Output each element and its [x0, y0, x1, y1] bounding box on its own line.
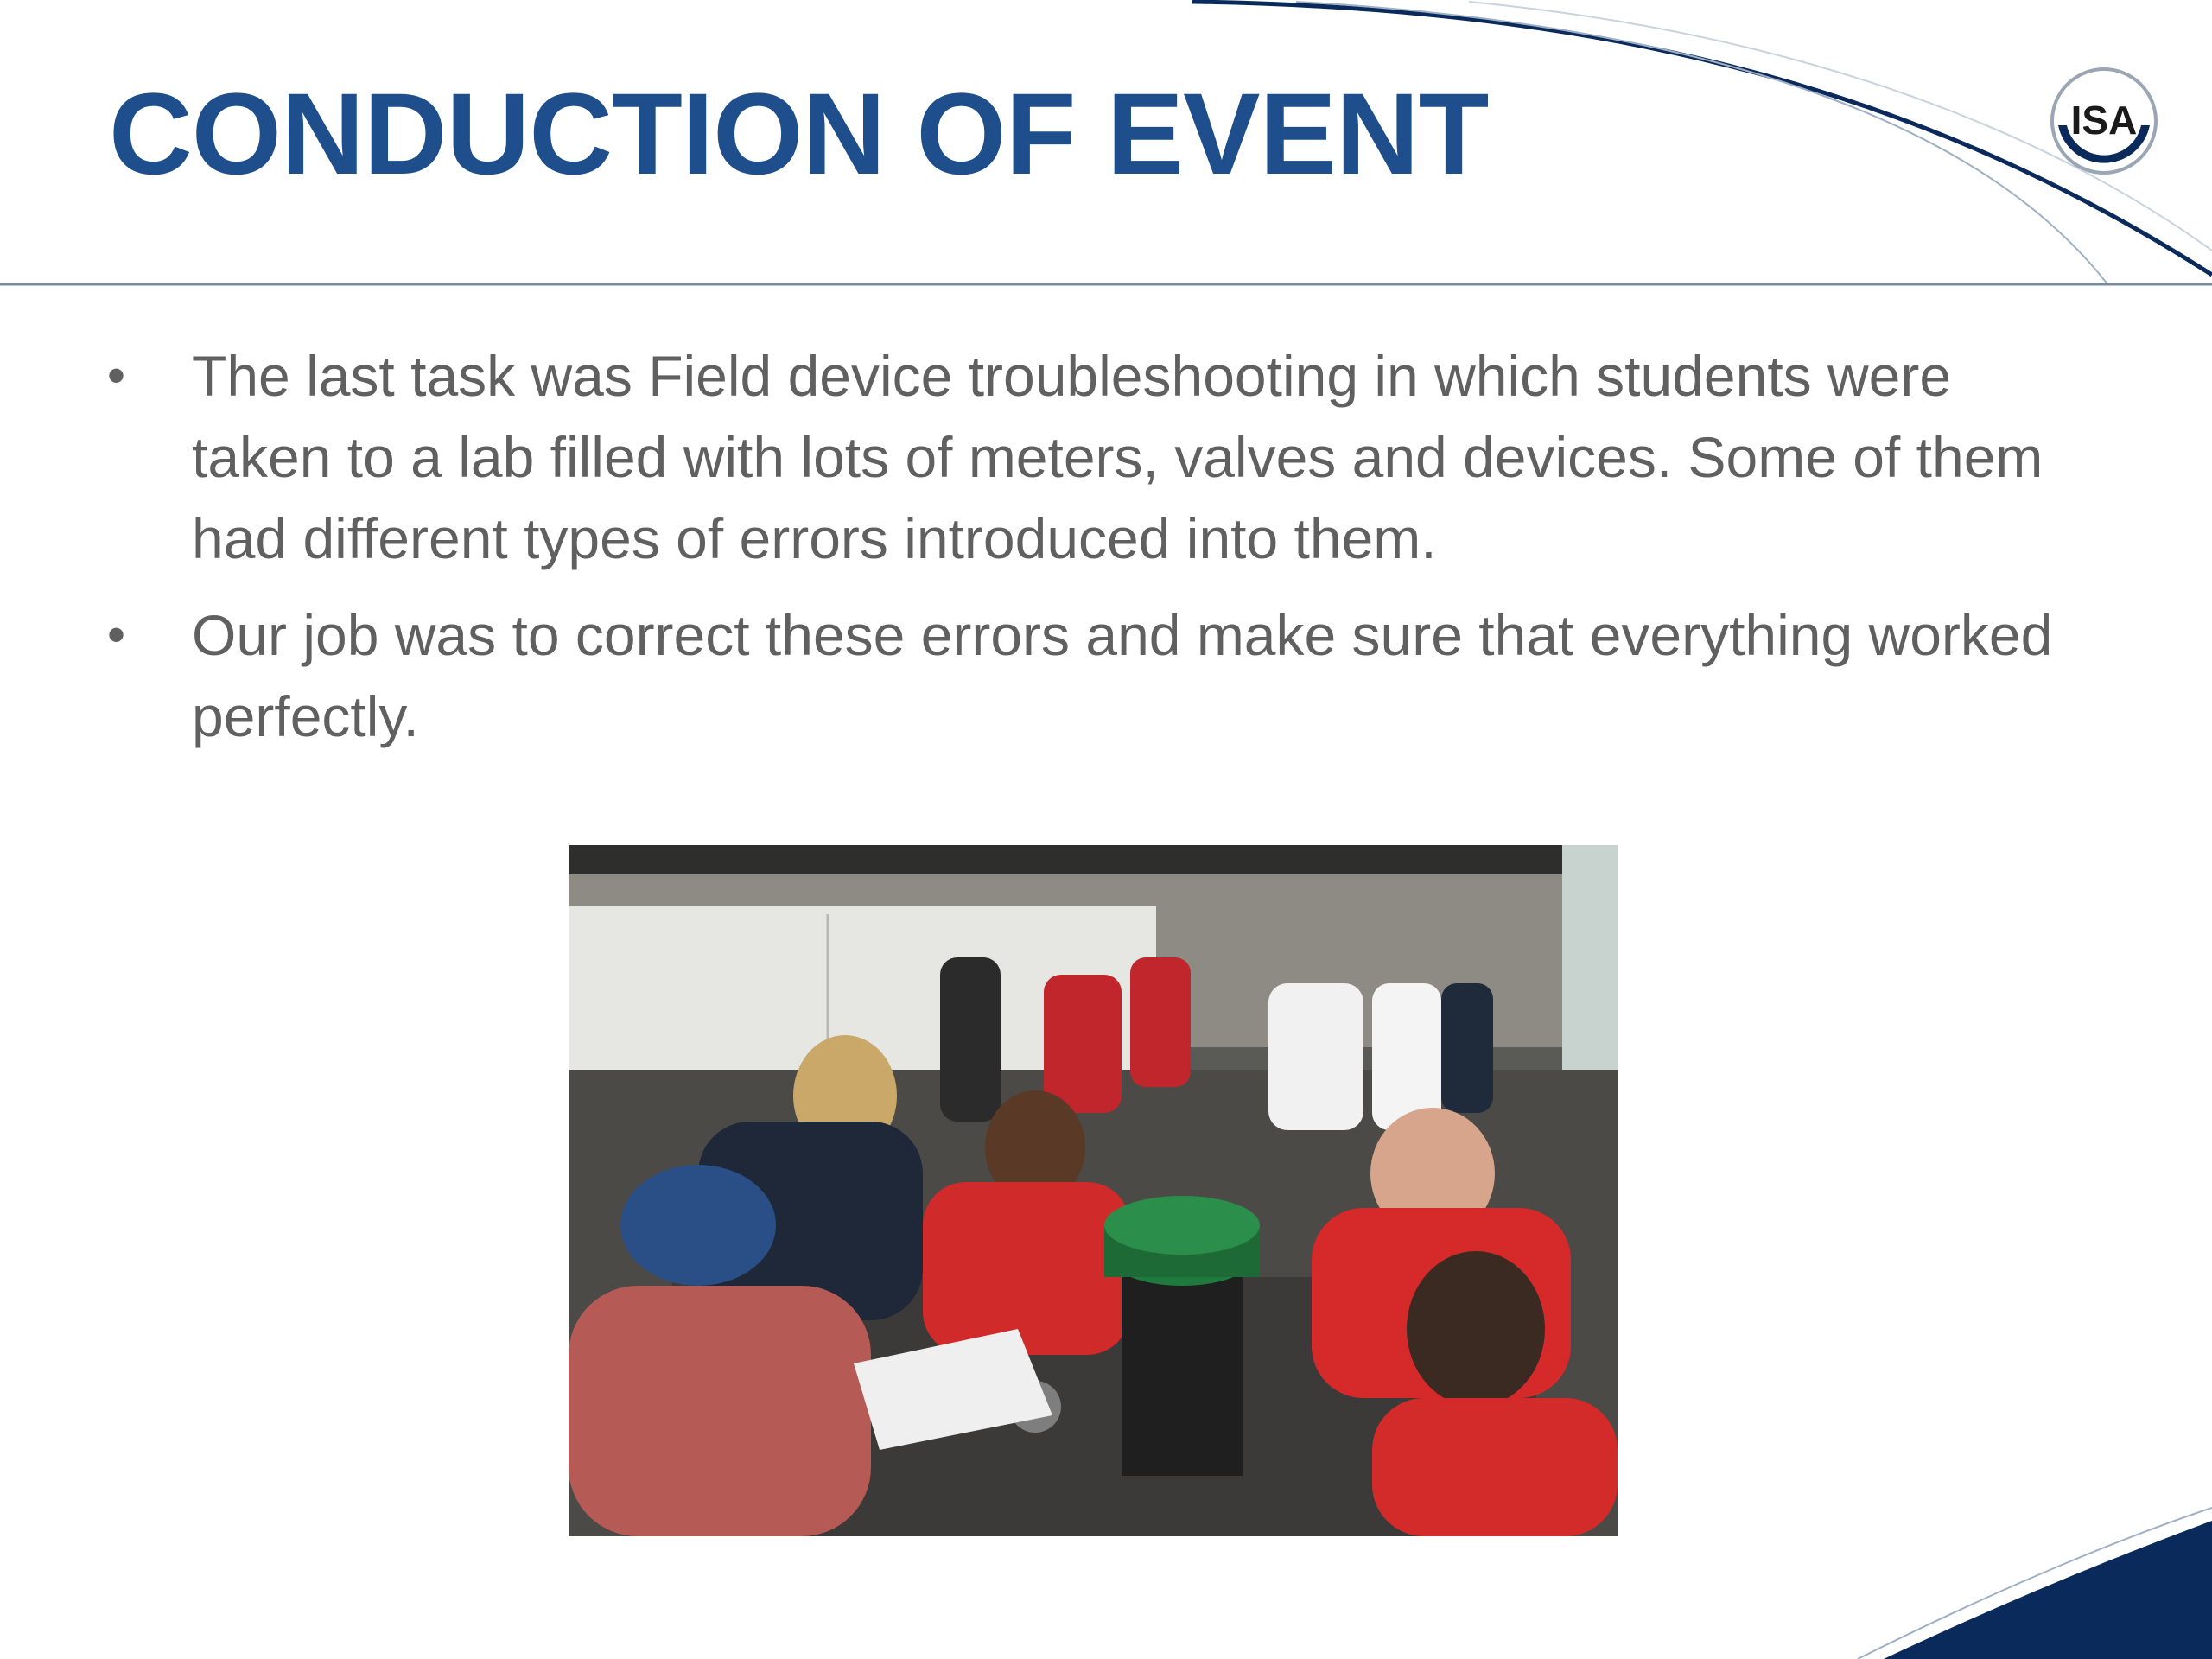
lab-photo	[569, 845, 1618, 1536]
bottom-swoosh	[1884, 1521, 2212, 1659]
logo-text: ISA	[2070, 98, 2138, 143]
isa-logo-icon	[2048, 65, 2160, 177]
bullet-item: • Our job was to correct these errors and make sure that everything worked perfectly.	[104, 594, 2056, 757]
bullet-list	[104, 335, 2056, 772]
bullet-item: • The last task was Field device troubleshooting in which students were taken to a lab filled with lots of meters, valves and devices. Some of them had different types of errors introduced into them.	[104, 335, 2056, 579]
students-working-on-valve-photo	[569, 845, 1618, 1536]
slide-title: CONDUCTION OF EVENT	[109, 70, 1489, 199]
